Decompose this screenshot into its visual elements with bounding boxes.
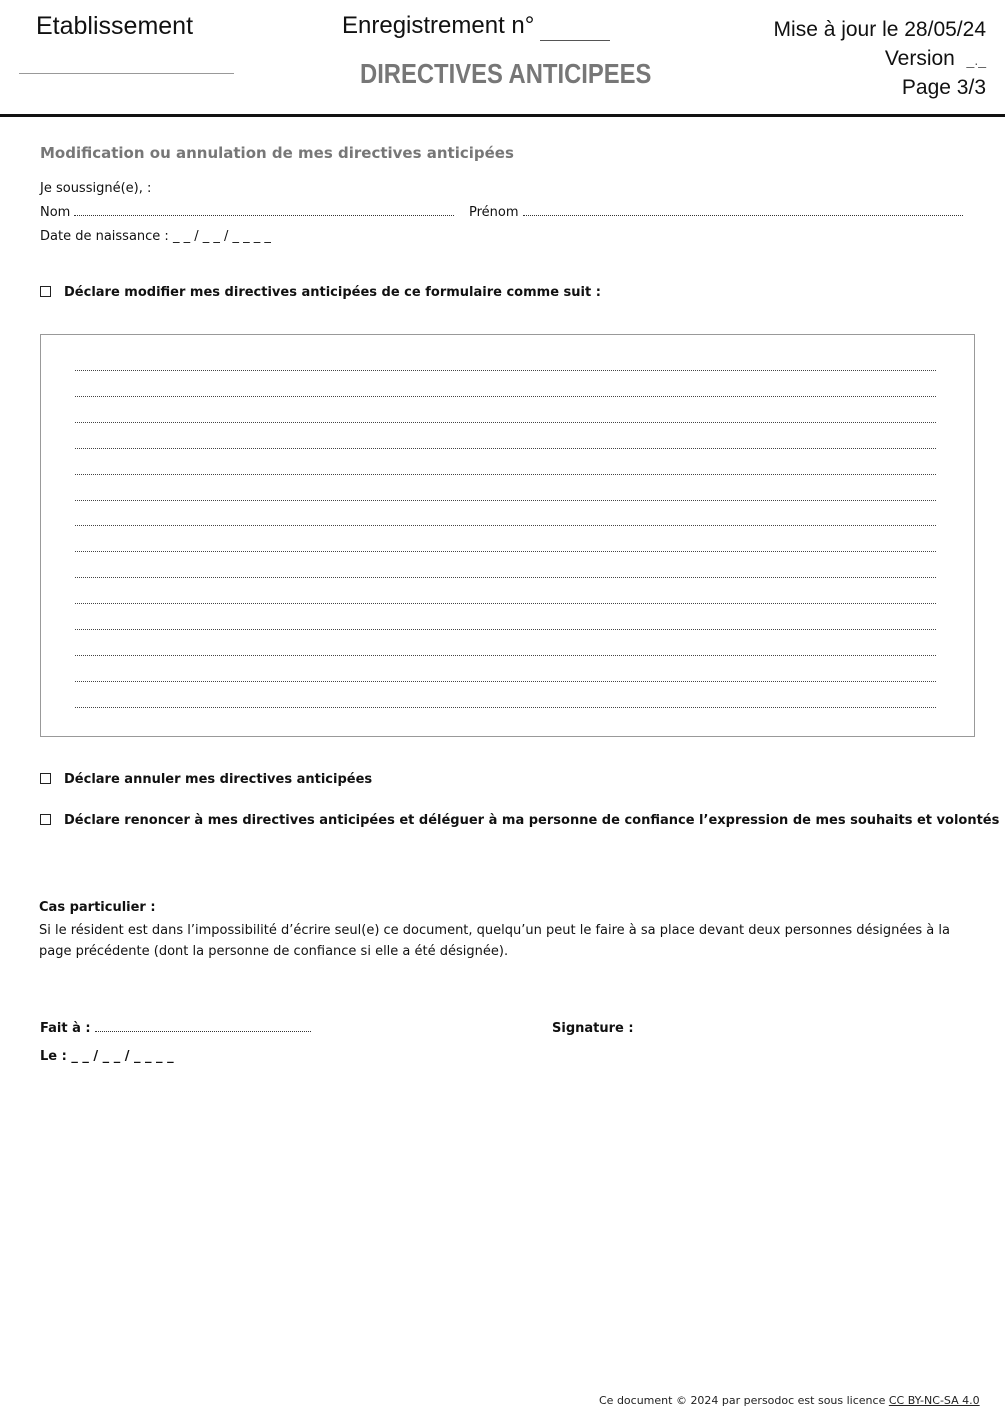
option-renoncer-label: Déclare renoncer à mes directives anticipées et déléguer à ma personne de confiance l’expression de mes souhaits et volontés [64, 813, 1000, 828]
dotted-writing-line [75, 448, 936, 449]
dotted-writing-line [75, 396, 936, 397]
fait-a-label: Fait à : [40, 1021, 91, 1036]
dotted-writing-line [75, 603, 936, 604]
signature-label: Signature : [552, 1021, 634, 1036]
le-date-field[interactable]: Le : _ _ / _ _ / _ _ _ _ [40, 1049, 174, 1064]
option-modifier-label: Déclare modifier mes directives anticipées de ce formulaire comme suit : [64, 285, 601, 300]
enregistrement-blank [540, 12, 610, 41]
prenom-label: Prénom [469, 205, 519, 220]
prenom-field[interactable] [469, 205, 963, 220]
date-naissance-field[interactable]: Date de naissance : _ _ / _ _ / _ _ _ _ [40, 229, 271, 244]
license-link[interactable]: CC BY-NC-SA 4.0 [888, 1394, 980, 1407]
etablissement-label: Etablissement [36, 12, 194, 40]
version-label: Version [884, 47, 955, 70]
enregistrement-label [342, 12, 610, 41]
dotted-writing-line [75, 422, 936, 423]
dotted-writing-line [75, 655, 936, 656]
dotted-writing-line [75, 681, 936, 682]
option-annuler-label: Déclare annuler mes directives anticipées [64, 772, 373, 787]
fait-a-field[interactable] [40, 1021, 311, 1036]
document-title: DIRECTIVES ANTICIPEES [360, 58, 652, 89]
footer-text: Ce document © 2024 par persodoc est sous licence [599, 1394, 889, 1407]
enregistrement-text: Enregistrement n° [342, 12, 535, 39]
cas-particulier-text: Si le résident est dans l’impossibilité d’écrire seul(e) ce document, quelqu’un peut le faire à sa place devant deux personnes désignées à la page précédente (dont la personne de confiance si elle a été désignée). [39, 923, 950, 959]
soussigne-label: Je soussigné(e), : [40, 181, 152, 196]
section-title: Modification ou annulation de mes directives anticipées [40, 144, 514, 162]
option-modifier[interactable] [40, 285, 601, 300]
update-date: Mise à jour le 28/05/24 [773, 18, 986, 41]
nom-label: Nom [40, 205, 71, 220]
nom-field[interactable] [40, 205, 454, 220]
dotted-writing-line [75, 525, 936, 526]
page-number: Page 3/3 [901, 76, 986, 99]
checkbox[interactable] [40, 286, 51, 297]
dotted-writing-line [75, 707, 936, 708]
checkbox[interactable] [40, 814, 51, 825]
footer-license [599, 1394, 980, 1407]
modification-text-area[interactable] [40, 334, 975, 737]
dotted-writing-line [75, 577, 936, 578]
dotted-writing-line [75, 500, 936, 501]
option-annuler[interactable] [40, 772, 372, 787]
dotted-writing-line [75, 629, 936, 630]
dotted-writing-line [75, 551, 936, 552]
dotted-writing-line [75, 370, 936, 371]
header-divider [0, 114, 1005, 117]
option-renoncer[interactable] [40, 813, 999, 828]
version [885, 47, 986, 71]
etablissement-line [19, 73, 234, 74]
dotted-writing-line [75, 474, 936, 475]
checkbox[interactable] [40, 773, 51, 784]
cas-particulier-title: Cas particulier : [39, 900, 156, 915]
version-value: _._ [966, 52, 986, 68]
